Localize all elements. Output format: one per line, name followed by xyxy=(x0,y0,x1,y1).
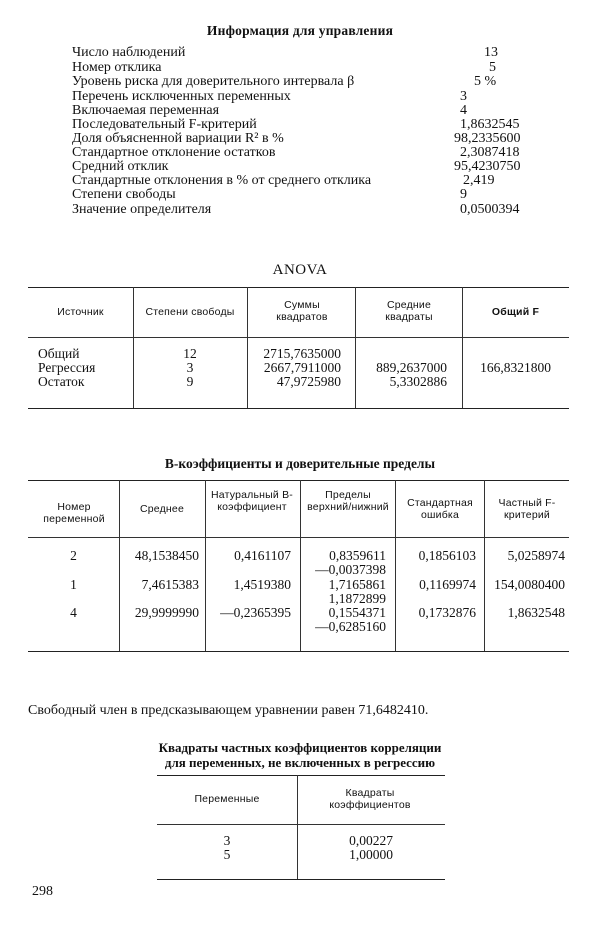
info-label: Последовательный F-критерий xyxy=(72,117,257,132)
info-label: Перечень исключенных переменных xyxy=(72,89,291,104)
anova-header-df: Степени свободы xyxy=(145,306,235,318)
anova-df: 12 xyxy=(183,346,197,361)
info-title: Информация для управления xyxy=(206,23,394,38)
info-value: 3 xyxy=(460,89,467,104)
bcoef-num: 4 xyxy=(70,605,77,620)
bcoef-b: —0,2365395 xyxy=(220,605,291,620)
free-term-text: Свободный член в предсказывающем уравнении равен 71,6482410. xyxy=(28,703,429,718)
bcoef-col-divider xyxy=(484,480,485,651)
info-label: Средний отклик xyxy=(72,159,169,174)
info-row xyxy=(72,202,552,217)
corr-var: 5 xyxy=(223,847,231,862)
anova-f: 166,8321800 xyxy=(480,360,551,375)
anova-ms: 889,2637000 xyxy=(376,360,447,375)
bcoef-header-f: Частный F-критерий xyxy=(498,497,556,521)
bcoef-mean: 7,4615383 xyxy=(141,577,199,592)
info-value: 0,0500394 xyxy=(460,202,520,217)
corr-title-line1: Квадраты частных коэффициентов корреляции xyxy=(158,740,442,755)
anova-ss: 2667,7911000 xyxy=(263,360,341,375)
info-row xyxy=(72,103,552,118)
info-value: 98,2335600 xyxy=(454,131,521,146)
corr-var: 3 xyxy=(223,833,231,848)
anova-title: ANOVA xyxy=(272,262,328,278)
anova-header-f: Общий F xyxy=(491,306,540,318)
bcoef-header-b: Натуральный B-коэффициент xyxy=(211,489,293,513)
info-value: 5 % xyxy=(474,74,497,89)
info-value: 4 xyxy=(460,103,467,118)
bcoef-f: 5,0258974 xyxy=(507,548,565,563)
corr-title-line2: для переменных, не включенных в регрессию xyxy=(164,755,436,770)
anova-ms: 5,3302886 xyxy=(389,374,447,389)
anova-source: Остаток xyxy=(38,374,85,389)
bcoef-mean: 29,9999990 xyxy=(134,605,199,620)
corr-col-divider xyxy=(297,775,298,879)
info-label: Стандартные отклонения в % от среднего отклика xyxy=(72,173,372,188)
info-row xyxy=(72,131,552,146)
bcoef-upper: 1,7165861 xyxy=(328,577,386,592)
corr-title xyxy=(0,740,600,770)
page-number: 298 xyxy=(32,884,53,899)
info-value: 2,419 xyxy=(463,173,495,188)
bcoef-upper: 0,1554371 xyxy=(328,605,386,620)
corr-header-val: Квадраты коэффициентов xyxy=(329,787,411,811)
info-row xyxy=(72,60,552,75)
bcoef-se: 0,1169974 xyxy=(419,577,476,592)
bcoef-mean: 48,1538450 xyxy=(134,548,199,563)
bcoef-lower: 1,1872899 xyxy=(328,591,386,606)
info-label: Значение определителя xyxy=(72,202,212,217)
corr-val: 0,00227 xyxy=(349,833,393,848)
info-row xyxy=(72,74,552,89)
info-label: Включаемая переменная xyxy=(72,103,220,118)
anova-header-ms: Средние квадраты xyxy=(385,299,433,323)
info-row xyxy=(72,159,552,174)
corr-header-divider xyxy=(157,824,445,825)
corr-header-var: Переменные xyxy=(194,793,260,805)
bcoef-lower: —0,0037398 xyxy=(315,562,386,577)
info-value: 2,3087418 xyxy=(460,145,520,160)
info-label: Доля объясненной вариации R² в % xyxy=(72,131,284,146)
bcoef-num: 1 xyxy=(70,577,77,592)
bcoef-header-divider xyxy=(28,537,569,538)
info-label: Номер отклика xyxy=(72,60,162,75)
anova-header-divider xyxy=(28,337,569,338)
bcoef-num: 2 xyxy=(70,548,77,563)
anova-df: 3 xyxy=(186,360,194,375)
anova-header-ss: Суммы квадратов xyxy=(276,299,328,323)
bcoef-f: 1,8632548 xyxy=(507,605,565,620)
info-row xyxy=(72,145,552,160)
info-row xyxy=(72,173,552,188)
bcoef-title: B-коэффициенты и доверительные пределы xyxy=(164,456,436,471)
bcoef-header-limits: Пределы верхний/нижний xyxy=(307,489,389,513)
corr-val: 1,00000 xyxy=(349,847,393,862)
bcoef-upper: 0,8359611 xyxy=(329,548,386,563)
info-label: Уровень риска для доверительного интервала β xyxy=(72,74,355,89)
anova-ss: 2715,7635000 xyxy=(263,346,341,361)
bcoef-b: 1,4519380 xyxy=(233,577,291,592)
anova-source: Регрессия xyxy=(38,360,96,375)
bcoef-b: 0,4161107 xyxy=(234,548,291,563)
bcoef-header-se: Стандартная ошибка xyxy=(407,497,473,521)
info-row xyxy=(72,117,552,132)
info-row xyxy=(72,187,552,202)
bcoef-f: 154,0080400 xyxy=(494,577,565,592)
anova-df: 9 xyxy=(186,374,194,389)
bcoef-lower: —0,6285160 xyxy=(315,619,386,634)
bcoef-header-num: Номер переменной xyxy=(43,501,105,525)
info-label: Число наблюдений xyxy=(72,45,186,60)
bcoef-header-mean: Среднее xyxy=(139,503,185,515)
info-value: 13 xyxy=(484,45,498,60)
info-label: Степени свободы xyxy=(72,187,176,202)
bcoef-se: 0,1856103 xyxy=(418,548,476,563)
info-value: 1,8632545 xyxy=(460,117,520,132)
anova-header-source: Источник xyxy=(57,306,104,318)
info-row xyxy=(72,89,552,104)
bcoef-col-divider xyxy=(205,480,206,651)
info-value: 9 xyxy=(460,187,467,202)
anova-source: Общий xyxy=(38,346,80,361)
info-value: 95,4230750 xyxy=(454,159,521,174)
info-label: Стандартное отклонение остатков xyxy=(72,145,276,160)
bcoef-col-divider xyxy=(395,480,396,651)
info-value: 5 xyxy=(489,60,496,75)
bcoef-se: 0,1732876 xyxy=(418,605,476,620)
info-row xyxy=(72,45,552,60)
anova-col-divider xyxy=(355,287,356,408)
anova-ss: 47,9725980 xyxy=(276,374,341,389)
